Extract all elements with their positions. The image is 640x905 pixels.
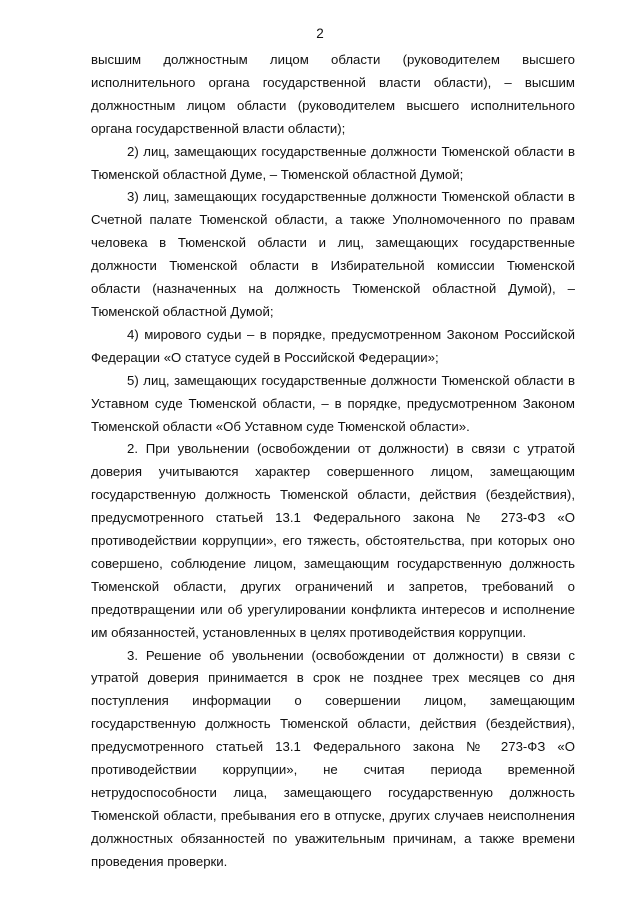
page-number: 2 <box>316 26 324 41</box>
paragraph-item-5: 5) лиц, замещающих государственные должности Тюменской области в Уставном суде Тюменской области, – в порядке, предусмотренном Законом Тюменской области «Об Уставном суде Тюменской области». <box>91 372 575 434</box>
document-body <box>91 49 575 874</box>
paragraph-item-4: 4) мирового судьи – в порядке, предусмотренном Законом Российской Федерации «О статусе судей в Российской Федерации»; <box>91 326 575 365</box>
paragraph-item-3: 3) лиц, замещающих государственные должности Тюменской области в Счетной палате Тюменской области, а также Уполномоченного по правам человека в Тюменской области и лиц, замещающих государственные должности Тюменской области в Избирательной комиссии Тюменской области (назначенных на должность Тюменской областной Думой), – Тюменской областной Думой; <box>91 189 575 319</box>
paragraph-section-2: 2. При увольнении (освобождении от должности) в связи с утратой доверия учитываются характер совершенного лицом, замещающим государственную должность Тюменской области, действия (бездействия), предусмотренного статьей 13.1 Федерального закона № 273-ФЗ «О противодействии коррупции», его тяжесть, обстоятельства, при которых оно совершено, соблюдение лицом, замещающим государственную должность Тюменской области, других ограничений и запретов, требований о предотвращении или об урегулировании конфликта интересов и исполнение им обязанностей, установленных в целях противодействия коррупции. <box>91 441 575 640</box>
paragraph-item-2: 2) лиц, замещающих государственные должности Тюменской области в Тюменской областной Думе, – Тюменской областной Думой; <box>91 143 575 182</box>
paragraph-section-3: 3. Решение об увольнении (освобождении от должности) в связи с утратой доверия принимается в срок не позднее трех месяцев со дня поступления информации о совершении лицом, замещающим государственную должность Тюменской области, действия (бездействия), предусмотренного статьей 13.1 Федерального закона № 273-ФЗ «О противодействии коррупции», не считая периода временной нетрудоспособности лица, замещающего государственную должность Тюменской области, пребывания его в отпуске, других случаев неисполнения должностных обязанностей по уважительным причинам, а также времени проведения проверки. <box>91 647 575 869</box>
paragraph-continuation: высшим должностным лицом области (руководителем высшего исполнительного органа государственной власти области), – высшим должностным лицом области (руководителем высшего исполнительного органа государственной власти области); <box>91 52 575 136</box>
